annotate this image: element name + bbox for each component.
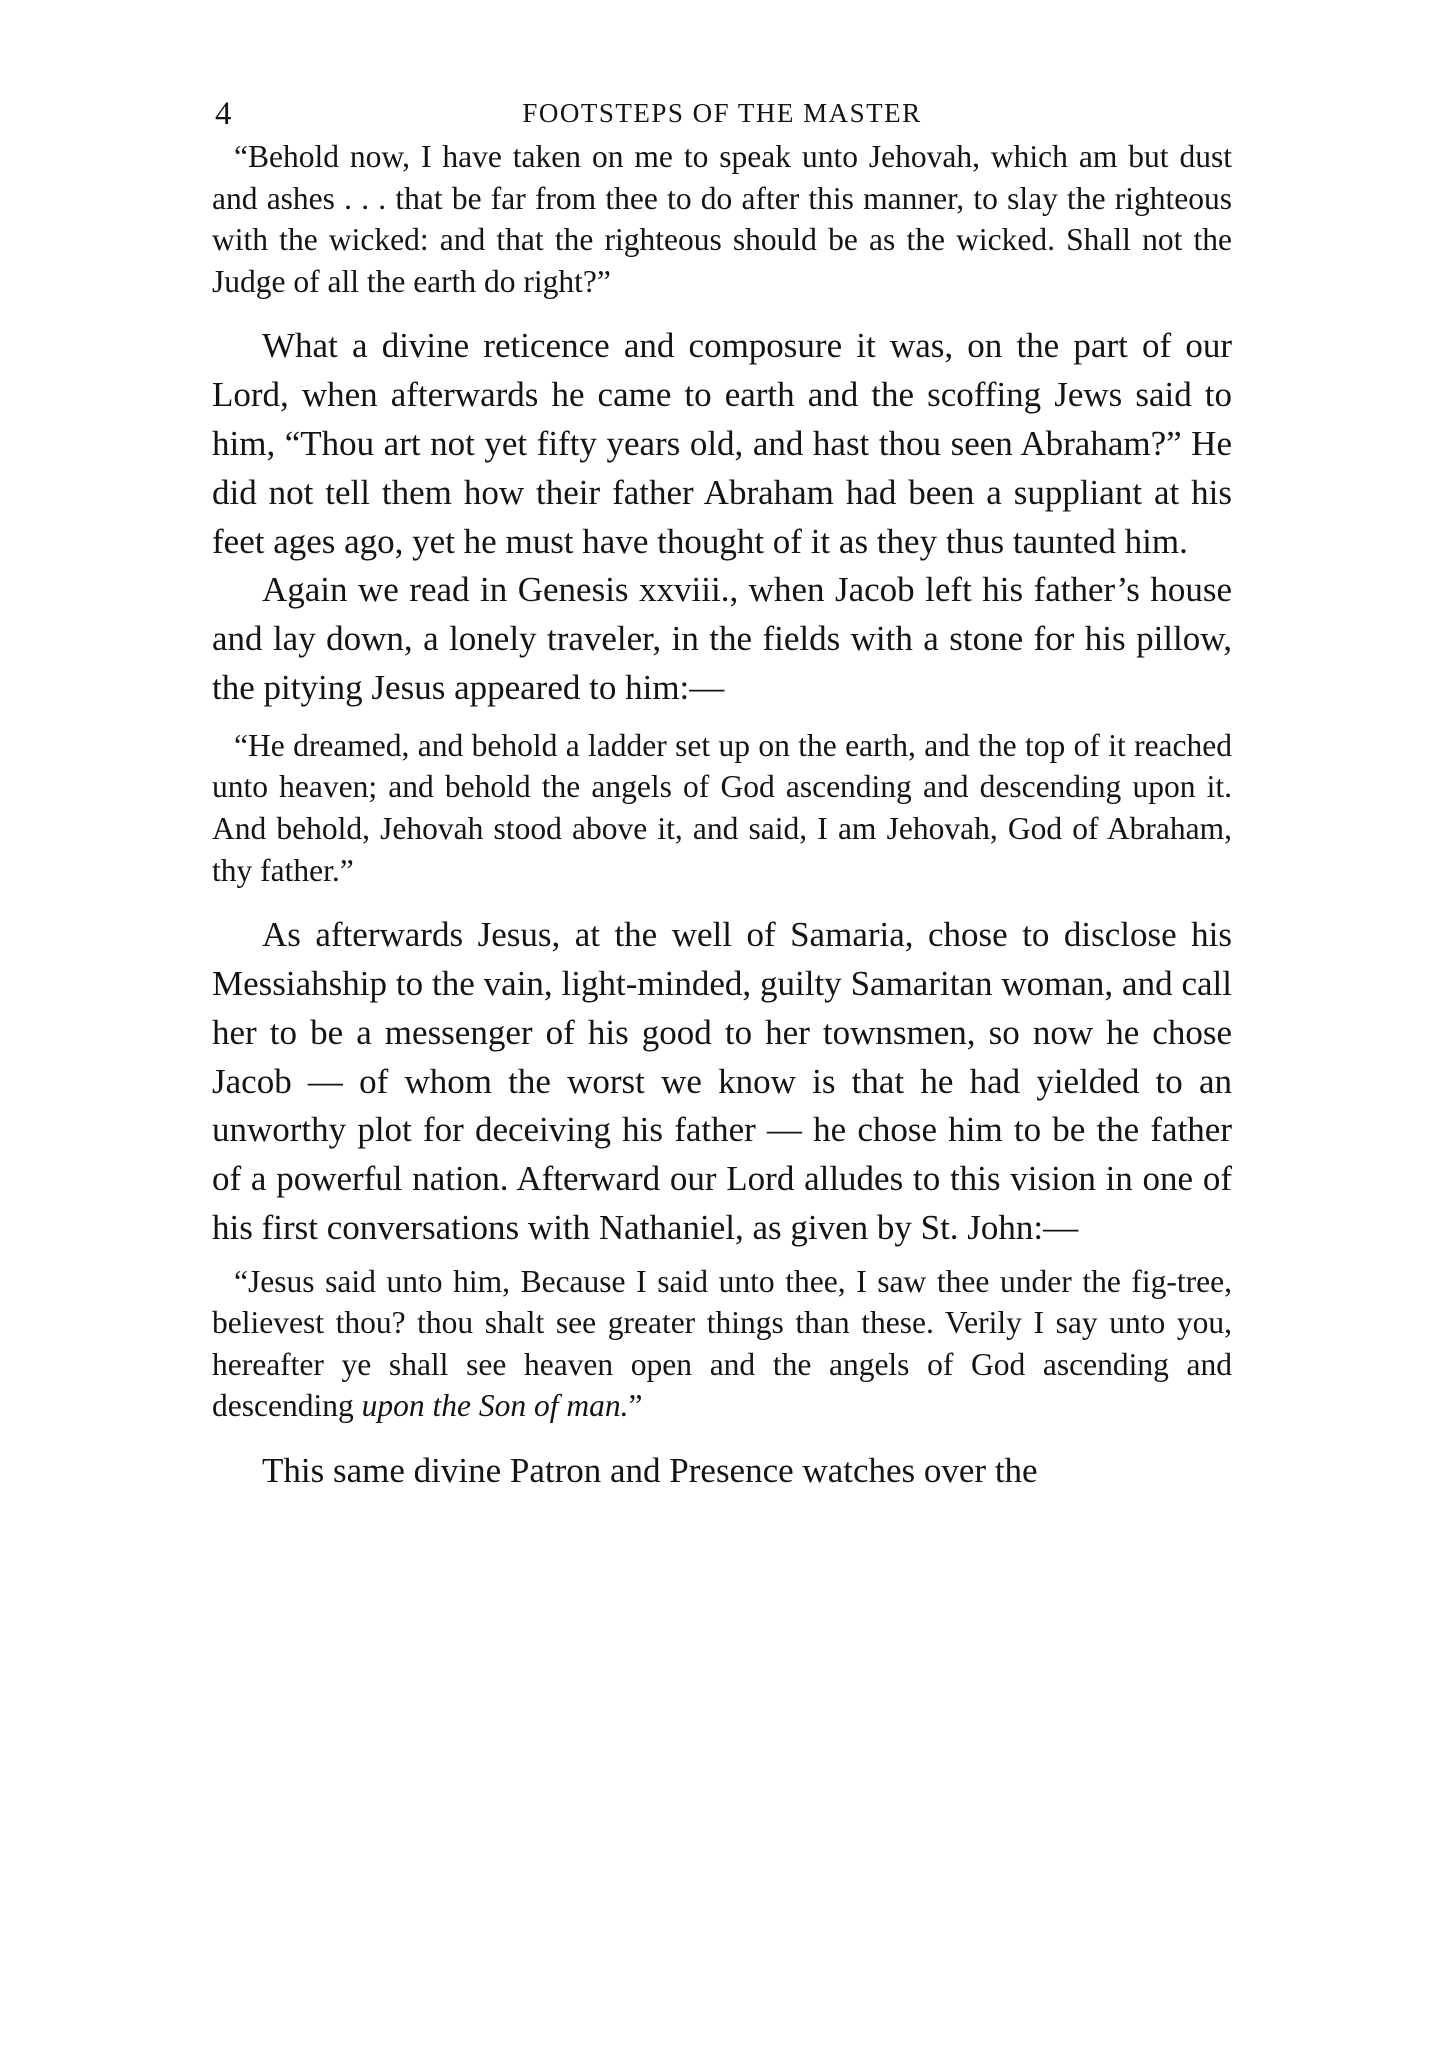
- extract-closing-quote: ”: [628, 1388, 643, 1424]
- extract-text: “Jesus said unto him, Because I said unto thee, I saw thee under the fig-tree, believest thou? thou shalt see greater things than these. Verily I say unto you, hereafter ye shall see heaven open and the angels of God ascending and descending: [212, 1263, 1232, 1424]
- body-paragraph-samaria: As afterwards Jesus, at the well of Samaria, chose to disclose his Messiahship to the vain, light-minded, guilty Samaritan woman, and call her to be a messenger of his good to her townsmen, so now he chose Jacob — of whom the worst we know is that he had yielded to an unworthy plot for deceiving his father — he chose him to be the father of a powerful nation. Afterward our Lord alludes to this vision in one of his first conversations with Nathaniel, as given by St. John:—: [212, 915, 1232, 1247]
- page-number: 4: [215, 96, 232, 132]
- body-paragraph-reticence: What a divine reticence and composure it was, on the part of our Lord, when afterwards he came to earth and the scoffing Jews said to him, “Thou art not yet fifty years old, and hast thou seen Abraham?” He did not tell them how their father Abraham had been a suppliant at his feet ages ago, yet he must have thought of it as they thus taunted him.: [212, 326, 1232, 561]
- body-paragraph-patron: This same divine Patron and Presence watches over the: [262, 1451, 1038, 1491]
- quoted-extract-ladder: “He dreamed, and behold a ladder set up on the earth, and the top of it reached unto heaven; and behold the angels of God ascending and descending upon it. And behold, Jehovah stood above it, and said, I am Jehovah, God of Abraham, thy father.”: [212, 727, 1232, 888]
- quoted-extract-nathaniel: [212, 1261, 1232, 1427]
- body-paragraph-genesis: Again we read in Genesis xxviii., when Jacob left his father’s house and lay down, a lonely traveler, in the fields with a stone for his pillow, the pitying Jesus appeared to him:—: [212, 570, 1232, 707]
- extract-italic-text: upon the Son of man.: [361, 1388, 629, 1424]
- running-title: FOOTSTEPS OF THE MASTER: [522, 98, 922, 128]
- running-head: [212, 88, 1232, 136]
- quoted-extract-abraham: “Behold now, I have taken on me to speak unto Jehovah, which am but dust and ashes . . . that be far from thee to do after this manner, to slay the righteous with the wicked: and that the righteous should be as the wicked. Shall not the Judge of all the earth do right?”: [212, 139, 1232, 299]
- book-page: [212, 88, 1232, 1496]
